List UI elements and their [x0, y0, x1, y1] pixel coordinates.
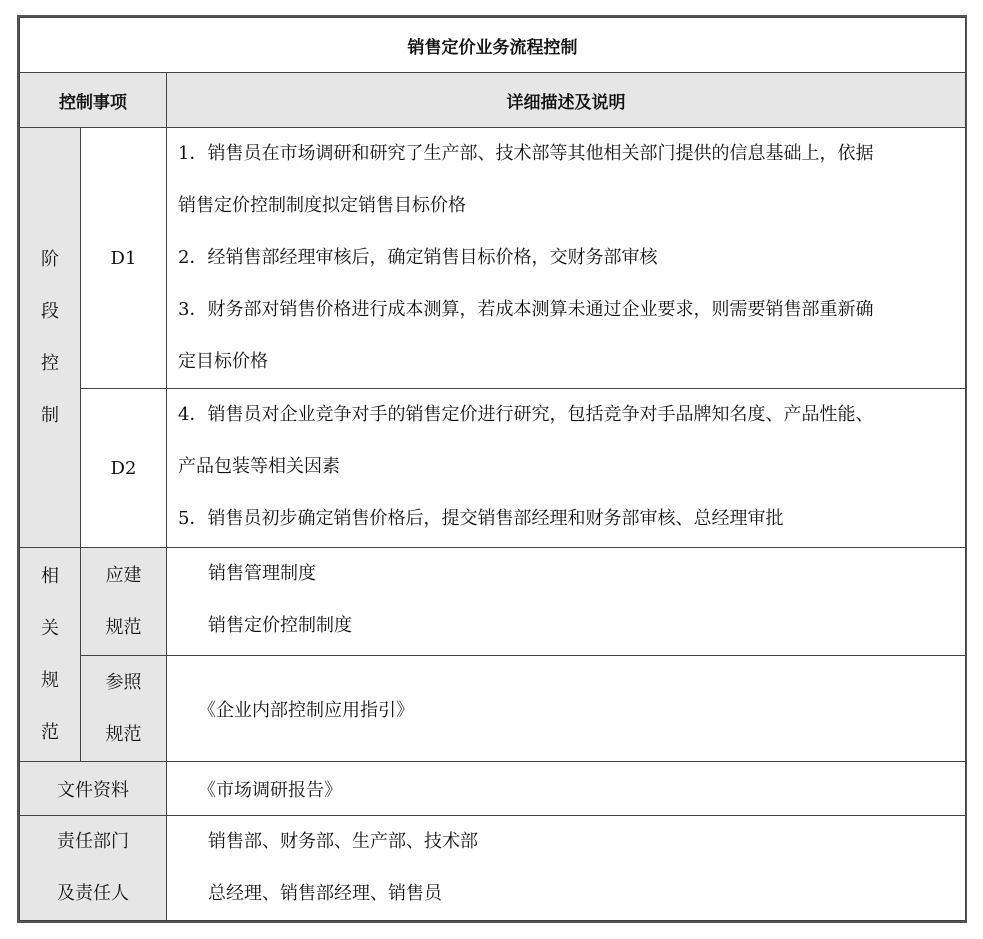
norms-char: 范	[41, 721, 59, 743]
description-line: 5．销售员初步确定销售价格后，提交销售部经理和财务部审核、总经理审批	[178, 508, 784, 529]
table-title: 销售定价业务流程控制	[20, 18, 966, 73]
files-label: 文件资料	[20, 762, 167, 816]
norms-char: 关	[41, 617, 59, 639]
stage-char: 段	[41, 300, 59, 322]
process-control-table	[19, 17, 966, 921]
norms-char: 规	[41, 669, 59, 691]
description-line: 3．财务部对销售价格进行成本测算，若成本测算未通过企业要求，则需要销售部重新确	[178, 299, 874, 320]
label-line: 规范	[105, 723, 142, 745]
related-norms-label	[20, 548, 81, 762]
label-line: 参照	[105, 671, 142, 693]
responsibility-item: 销售部、财务部、生产部、技术部	[208, 831, 478, 852]
reference-norms-value: 《企业内部控制应用指引》	[167, 656, 966, 762]
d2-description	[167, 389, 966, 548]
files-value: 《市场调研报告》	[167, 762, 966, 816]
label-line: 及责任人	[57, 883, 129, 904]
responsibility-item: 总经理、销售部经理、销售员	[208, 883, 442, 904]
description-line: 销售定价控制制度拟定销售目标价格	[178, 195, 466, 216]
should-build-norms-list	[167, 548, 966, 656]
label-line: 应建	[105, 564, 142, 586]
norm-item: 销售定价控制制度	[208, 615, 352, 636]
description-line: 2．经销售部经理审核后，确定销售目标价格，交财务部审核	[178, 247, 658, 268]
description-line: 1．销售员在市场调研和研究了生产部、技术部等其他相关部门提供的信息基础上，依据	[178, 143, 874, 164]
header-control-item: 控制事项	[20, 73, 167, 128]
responsibility-label	[20, 816, 167, 921]
d1-label: D1	[81, 128, 167, 389]
stage-char: 阶	[41, 248, 59, 270]
label-line: 规范	[105, 616, 142, 638]
d1-description	[167, 128, 966, 389]
description-line: 定目标价格	[178, 351, 268, 372]
reference-norms-label	[81, 656, 167, 762]
norms-char: 相	[41, 565, 59, 587]
label-line: 责任部门	[57, 831, 129, 852]
norm-item: 销售管理制度	[208, 563, 316, 584]
stage-char: 制	[41, 404, 59, 426]
header-description: 详细描述及说明	[167, 73, 966, 128]
responsibility-list	[167, 816, 966, 921]
stage-char: 控	[41, 352, 59, 374]
description-line: 产品包装等相关因素	[178, 456, 340, 477]
description-line: 4．销售员对企业竞争对手的销售定价进行研究，包括竞争对手品牌知名度、产品性能、	[178, 404, 874, 425]
should-build-norms-label	[81, 548, 167, 656]
d2-label: D2	[81, 389, 167, 548]
stage-control-label	[20, 128, 81, 548]
